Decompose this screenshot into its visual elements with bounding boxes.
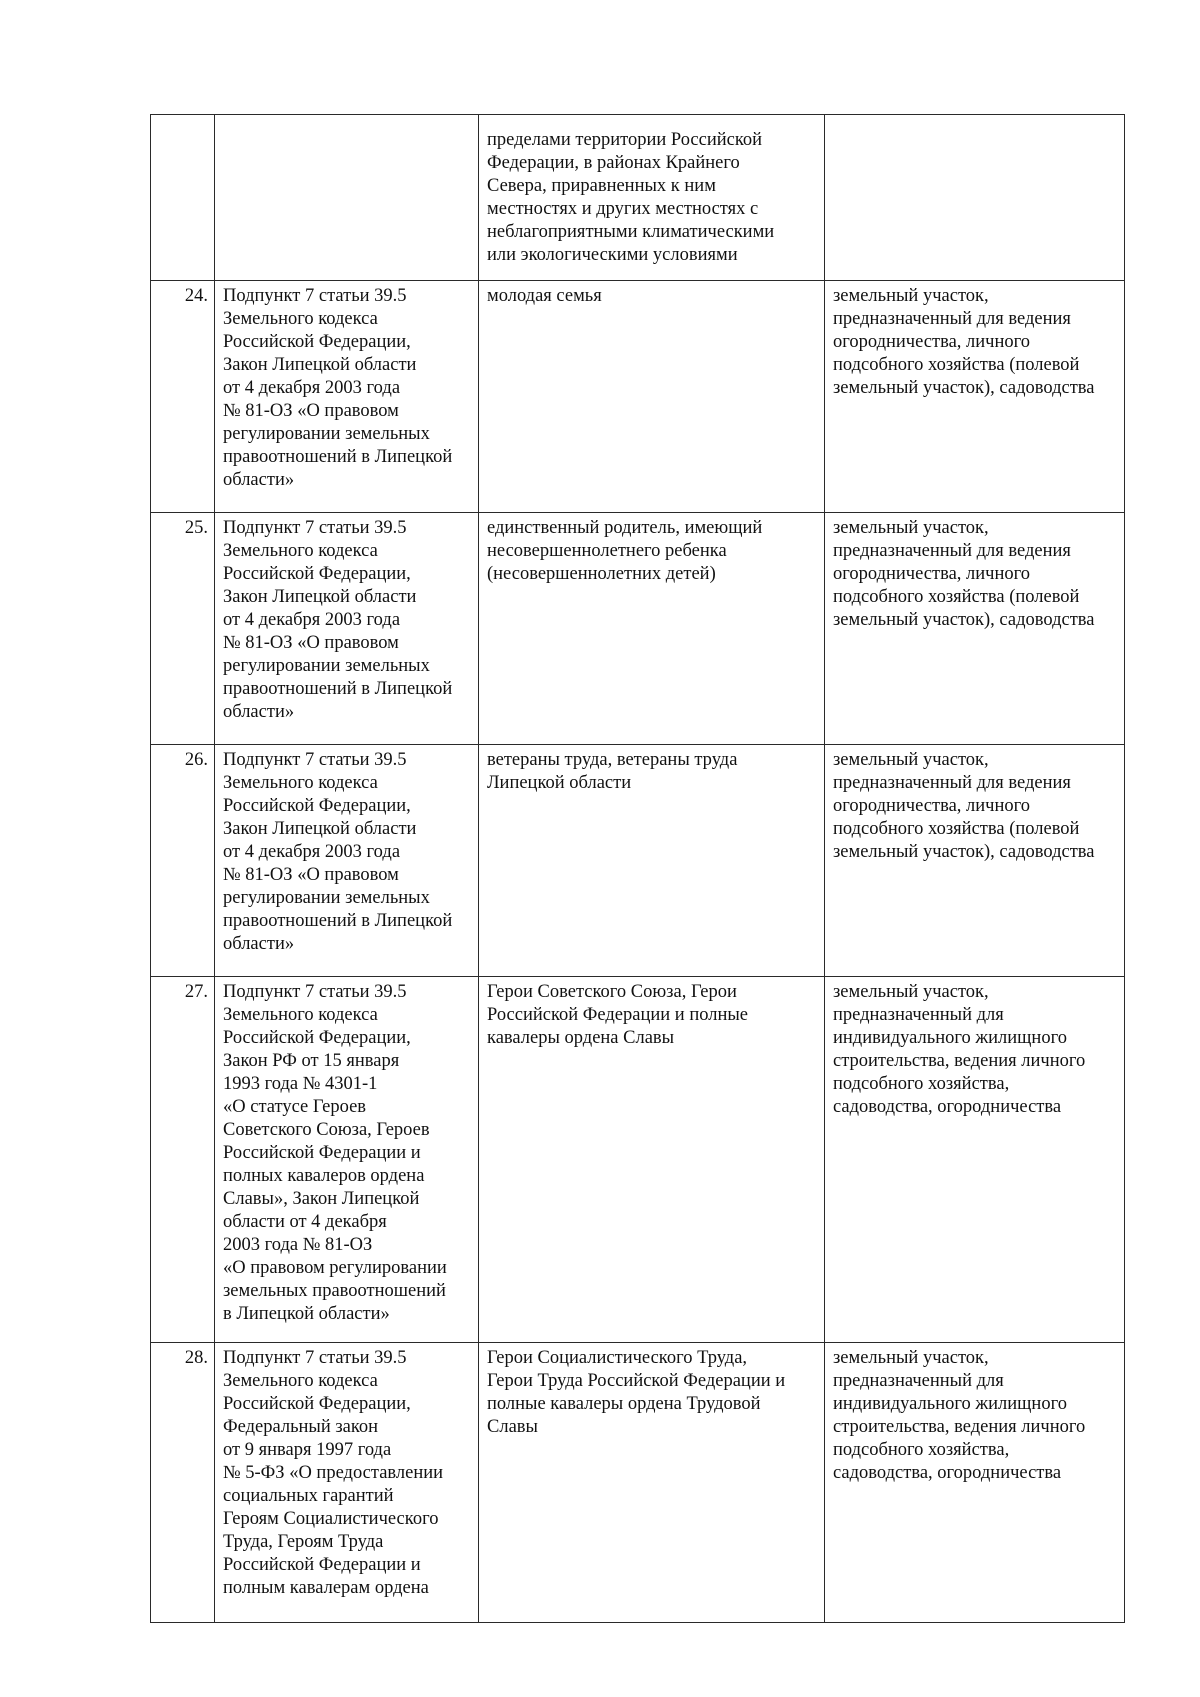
- land-purpose-cell: земельный участок, предназначенный для ведения огородничества, личного подсобного хозяйства (полевой земельный участок), садоводства: [825, 513, 1125, 745]
- land-purpose-cell: [825, 115, 1125, 281]
- legal-basis-cell: Подпункт 7 статьи 39.5 Земельного кодекса Российской Федерации, Закон Липецкой области от 4 декабря 2003 года № 81-ОЗ «О правовом регулировании земельных правоотношений в Липецкой области»: [215, 745, 479, 977]
- legal-basis-cell: Подпункт 7 статьи 39.5 Земельного кодекса Российской Федерации, Закон Липецкой области от 4 декабря 2003 года № 81-ОЗ «О правовом регулировании земельных правоотношений в Липецкой области»: [215, 281, 479, 513]
- category-cell: молодая семья: [479, 281, 825, 513]
- table-row: [151, 281, 1125, 513]
- table-row: [151, 115, 1125, 281]
- table-row: [151, 745, 1125, 977]
- category-cell: Герои Социалистического Труда, Герои Труда Российской Федерации и полные кавалеры ордена Трудовой Славы: [479, 1343, 825, 1623]
- table-row: [151, 977, 1125, 1343]
- table-row: [151, 513, 1125, 745]
- land-purpose-cell: земельный участок, предназначенный для индивидуального жилищного строительства, ведения личного подсобного хозяйства, садоводства, огородничества: [825, 1343, 1125, 1623]
- table-row: [151, 1343, 1125, 1623]
- land-purpose-cell: земельный участок, предназначенный для ведения огородничества, личного подсобного хозяйства (полевой земельный участок), садоводства: [825, 745, 1125, 977]
- row-number: 24.: [151, 281, 215, 513]
- category-cell: Герои Советского Союза, Герои Российской Федерации и полные кавалеры ордена Славы: [479, 977, 825, 1343]
- legal-basis-cell: Подпункт 7 статьи 39.5 Земельного кодекса Российской Федерации, Федеральный закон от 9 января 1997 года № 5-ФЗ «О предоставлении социальных гарантий Героям Социалистического Труда, Героям Труда Российской Федерации и полным кавалерам ордена: [215, 1343, 479, 1623]
- row-number: 27.: [151, 977, 215, 1343]
- legal-basis-cell: [215, 115, 479, 281]
- category-cell: единственный родитель, имеющий несовершеннолетнего ребенка (несовершеннолетних детей): [479, 513, 825, 745]
- category-cell: пределами территории Российской Федерации, в районах Крайнего Севера, приравненных к ним местностях и других местностях с неблагоприятными климатическими или экологическими условиями: [479, 115, 825, 281]
- category-cell: ветераны труда, ветераны труда Липецкой области: [479, 745, 825, 977]
- land-allocation-table: [150, 114, 1125, 1623]
- row-number: 26.: [151, 745, 215, 977]
- land-purpose-cell: земельный участок, предназначенный для ведения огородничества, личного подсобного хозяйства (полевой земельный участок), садоводства: [825, 281, 1125, 513]
- row-number: 28.: [151, 1343, 215, 1623]
- land-purpose-cell: земельный участок, предназначенный для индивидуального жилищного строительства, ведения личного подсобного хозяйства, садоводства, огородничества: [825, 977, 1125, 1343]
- legal-basis-cell: Подпункт 7 статьи 39.5 Земельного кодекса Российской Федерации, Закон РФ от 15 января 1993 года № 4301-1 «О статусе Героев Советского Союза, Героев Российской Федерации и полных кавалеров ордена Славы», Закон Липецкой области от 4 декабря 2003 года № 81-ОЗ «О правовом регулировании земельных правоотношений в Липецкой области»: [215, 977, 479, 1343]
- legal-basis-cell: Подпункт 7 статьи 39.5 Земельного кодекса Российской Федерации, Закон Липецкой области от 4 декабря 2003 года № 81-ОЗ «О правовом регулировании земельных правоотношений в Липецкой области»: [215, 513, 479, 745]
- row-number: [151, 115, 215, 281]
- row-number: 25.: [151, 513, 215, 745]
